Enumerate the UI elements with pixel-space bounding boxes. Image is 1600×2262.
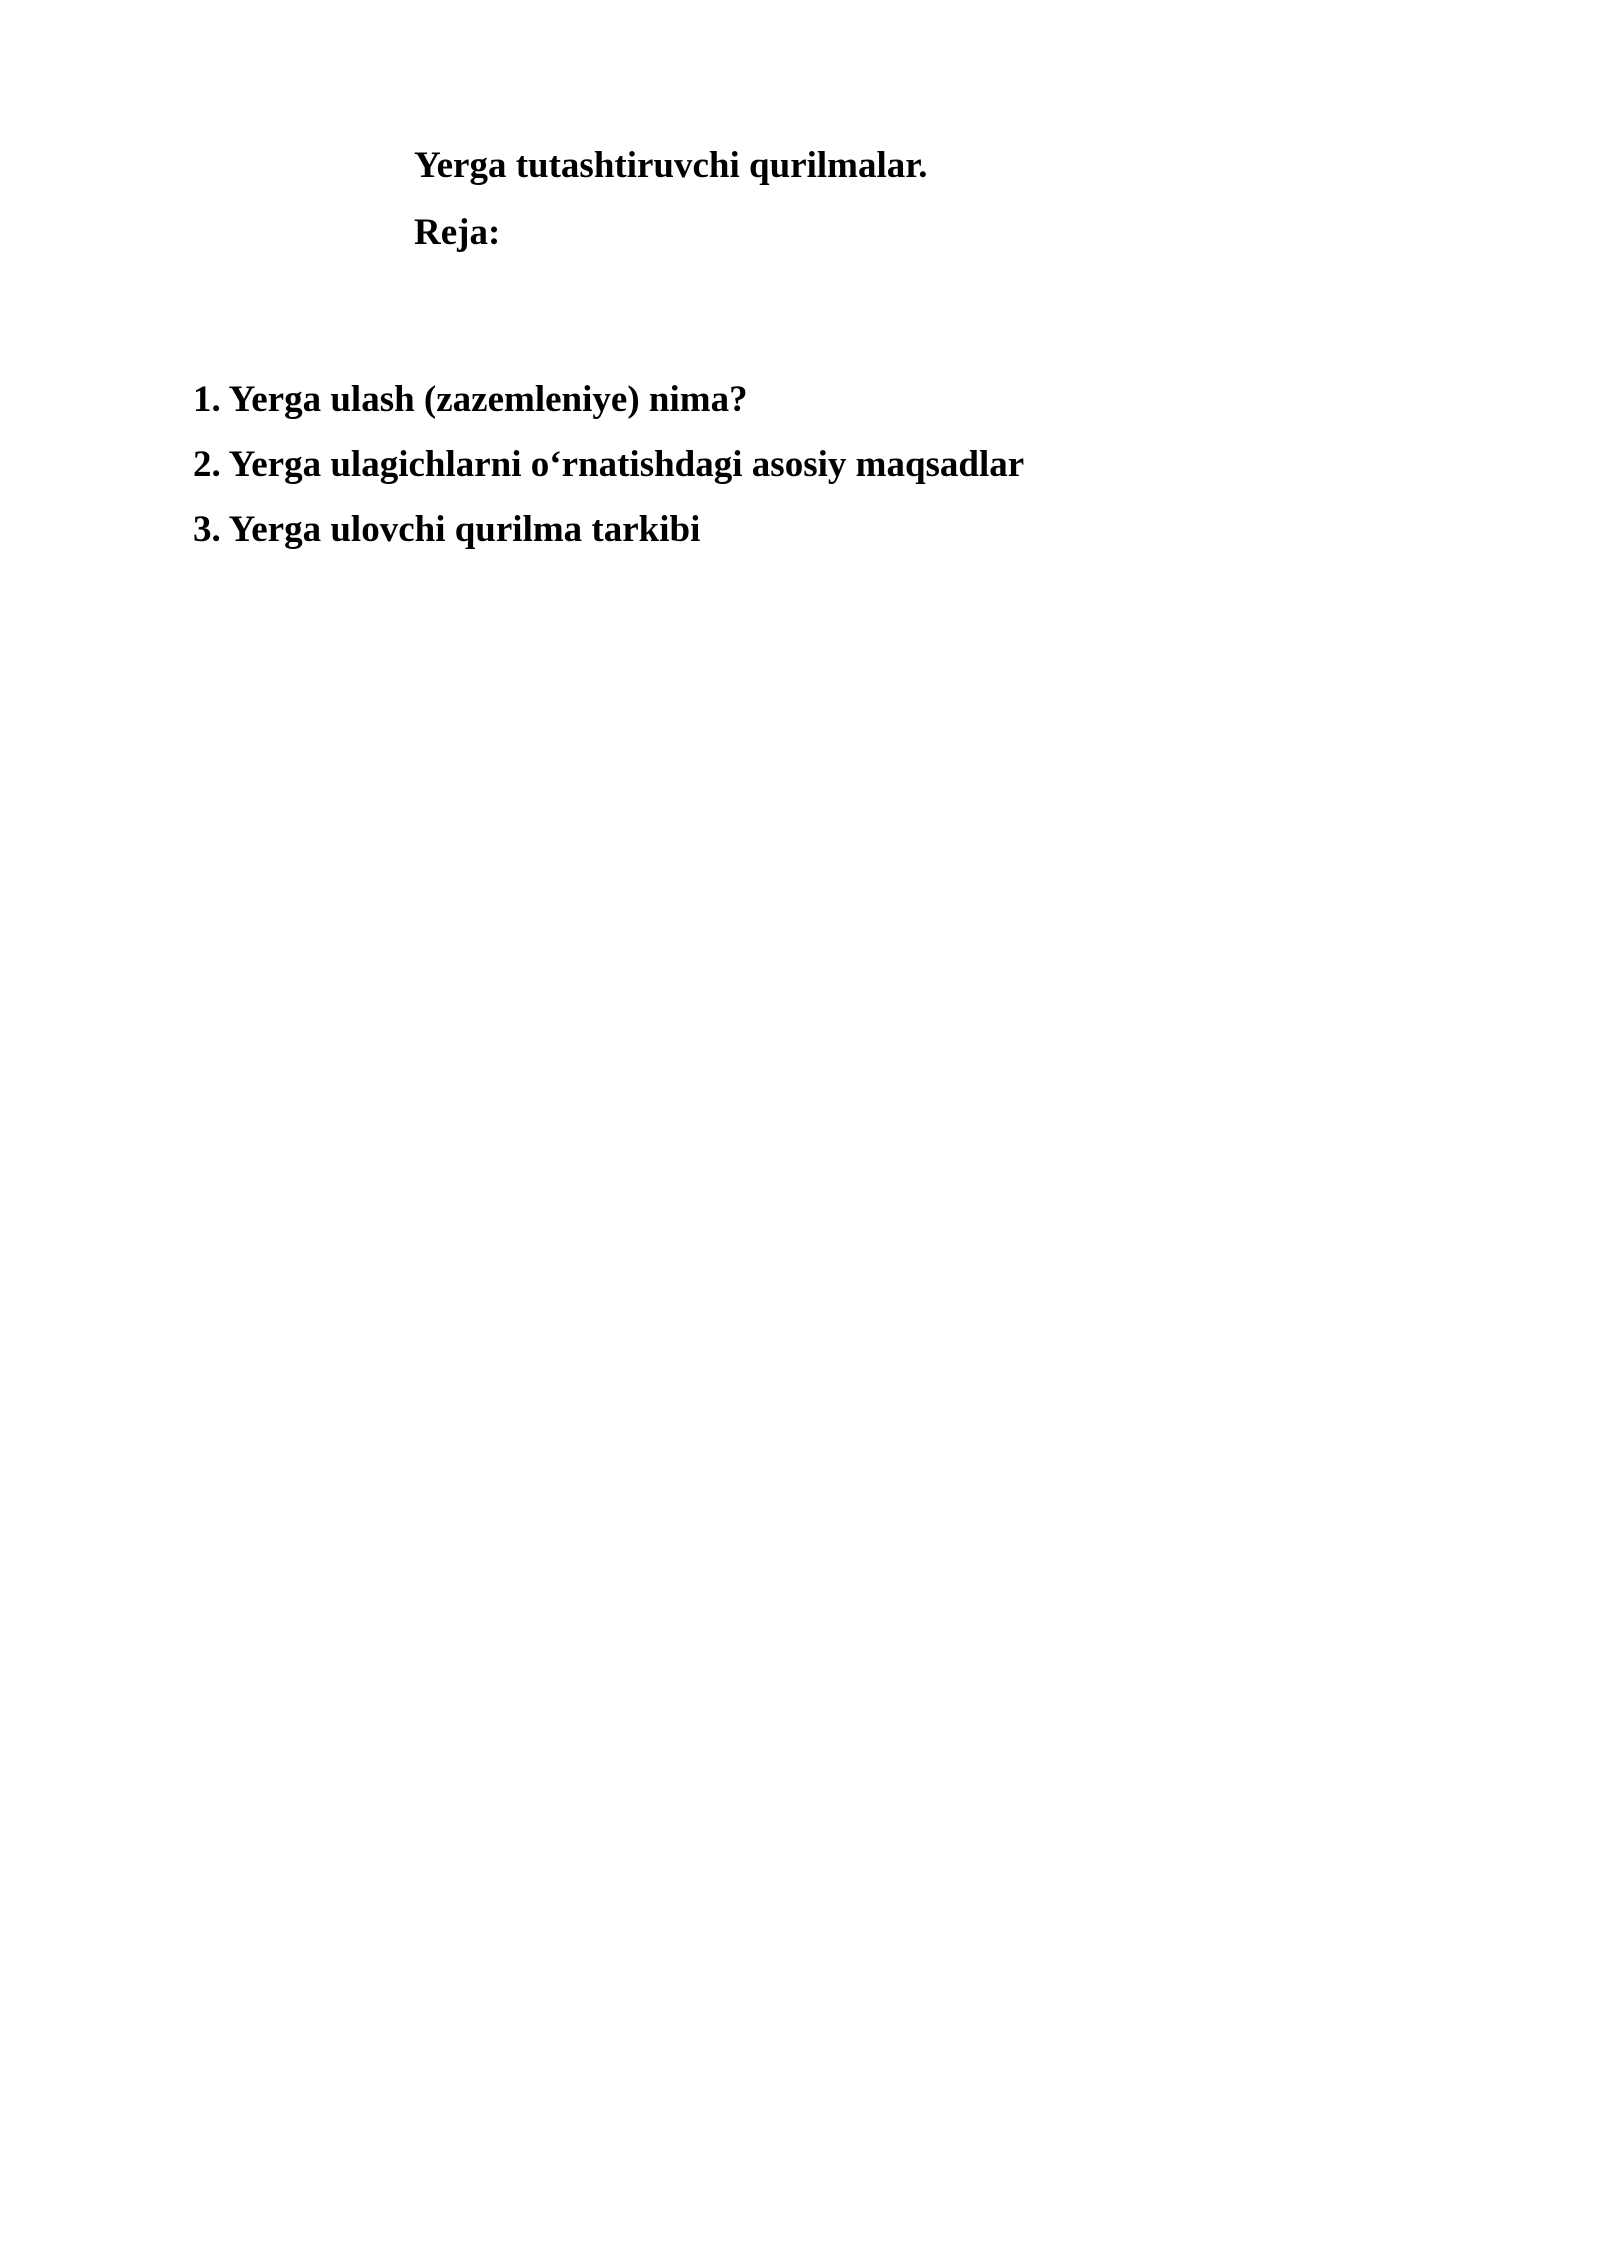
plan-item: 2. Yerga ulagichlarni o‘rnatishdagi asosiy maqsadlar — [193, 444, 1025, 485]
plan-list — [193, 374, 1024, 569]
document-title: Yerga tutashtiruvchi qurilmalar. — [414, 145, 928, 186]
plan-heading: Reja: — [414, 212, 501, 253]
plan-item: 1. Yerga ulash (zazemleniye) nima? — [193, 379, 748, 420]
plan-item: 3. Yerga ulovchi qurilma tarkibi — [193, 509, 701, 550]
